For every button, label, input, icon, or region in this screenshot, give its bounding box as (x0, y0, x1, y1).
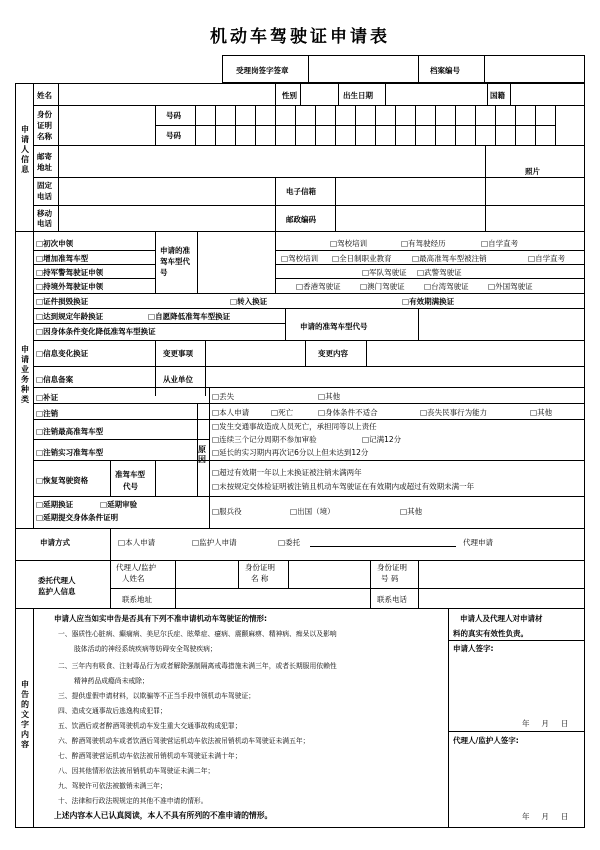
restore-type-label-1: 准驾车型 (115, 470, 145, 479)
opt-r0-2[interactable]: □自学直考 (481, 239, 519, 248)
responsibility-text-2: 料的真实有效性负责。 (453, 629, 528, 638)
method-guardian[interactable]: □监护人申请 (192, 538, 237, 547)
opt-record[interactable]: □信息备案 (36, 375, 74, 384)
birth-label: 出生日期 (343, 91, 373, 100)
mail-addr-label-2: 地址 (37, 163, 52, 172)
reason-r1-0[interactable]: □本人申请 (212, 408, 250, 417)
declare-item: 四、造成交通事故后逃逸构成犯罪； (58, 707, 167, 715)
opt-delay-renew[interactable]: □延期换证 (36, 500, 74, 509)
reason-r7-2[interactable]: □其他 (400, 507, 423, 516)
agent-signature-label: 代理人/监护人签字: (453, 736, 519, 745)
declare-item: 二、三年内有吸食、注射毒品行为或者解除强制隔离戒毒措施未满三年，或者长期服用依赖性 (58, 662, 337, 670)
agent-id-label-1: 身份证明 (245, 563, 275, 572)
opt-info-change[interactable]: □信息变化换证 (36, 349, 89, 358)
business-section-label: 申请业务种类 (21, 345, 29, 404)
opt-r3-3[interactable]: □外国驾驶证 (488, 282, 533, 291)
reason-r3-1[interactable]: □记满12分 (362, 435, 402, 444)
agent-sign-date: 年 月 日 (522, 812, 569, 821)
opt-r0-0[interactable]: □驾校培训 (330, 239, 368, 248)
opt-r2-1[interactable]: □武警驾驶证 (417, 268, 462, 277)
opt-foreign-license[interactable]: □持境外驾驶证申领 (36, 282, 104, 291)
opt-expired-renew[interactable]: □有效期满换证 (402, 297, 455, 306)
applicant-sign-date: 年 月 日 (522, 719, 569, 728)
opt-delay-exam[interactable]: □延期审验 (100, 500, 138, 509)
opt-transfer-renew[interactable]: □转入换证 (230, 297, 268, 306)
reason-r7-0[interactable]: □服兵役 (212, 507, 242, 516)
method-label: 申请方式 (40, 538, 70, 547)
opt-delay-body[interactable]: □延期提交身体条件证明 (36, 513, 119, 522)
reason-r1-2[interactable]: □身体条件不适合 (318, 408, 378, 417)
opt-cancel[interactable]: □注销 (36, 409, 59, 418)
reason-r4[interactable]: □延长的实习期内再次记6分以上但未达到12分 (212, 448, 369, 457)
opt-body-down[interactable]: □因身体条件变化降低准驾车型换证 (36, 327, 156, 336)
id-no-label-2: 号码 (166, 131, 181, 140)
mobile-label-1: 移动 (37, 209, 52, 218)
phone-label-1: 固定 (37, 181, 52, 190)
reason-r0-0[interactable]: □丢失 (212, 392, 235, 401)
declare-head: 申请人应当如实申告是否具有下列不准申请机动车驾驶证的情形: (54, 614, 267, 623)
responsibility-text-1: 申请人及代理人对申请材 (460, 614, 543, 623)
change-item-label: 变更事项 (163, 349, 193, 358)
opt-cancel-high[interactable]: □注销最高准驾车型 (36, 427, 104, 436)
agent-label-2: 监护人信息 (38, 587, 76, 596)
opt-r3-2[interactable]: □台湾驾驶证 (424, 282, 469, 291)
agent-addr-label: 联系地址 (122, 595, 152, 604)
opt-r1-3[interactable]: □自学直考 (528, 254, 566, 263)
restore-type-label-2: 代号 (123, 482, 138, 491)
opt-r3-1[interactable]: □澳门驾驶证 (360, 282, 405, 291)
opt-r1-0[interactable]: □驾校培训 (281, 254, 319, 263)
declare-section-label: 申告的文字内容 (21, 680, 29, 749)
agent-label-1: 委托代理人 (38, 576, 76, 585)
opt-r0-1[interactable]: □有驾驶经历 (401, 239, 446, 248)
opt-r2-0[interactable]: □军队驾驶证 (362, 268, 407, 277)
declare-item: 一、器质性心脏病、癫痫病、美尼尔氏症、眩晕症、癔病、震颤麻痹、精神病、痴呆以及影响 (58, 630, 337, 638)
agent-no-label-2: 号 码 (381, 574, 399, 583)
reason-r7-1[interactable]: □出国（境） (290, 507, 335, 516)
declare-item: 九、驾驶许可依法被撤销未满三年； (58, 782, 167, 790)
mail-addr-label-1: 邮寄 (37, 152, 52, 161)
reason-r1-1[interactable]: □死亡 (271, 408, 294, 417)
id-doc-label-1: 身份 (37, 110, 52, 119)
apply-type-label-2: 申请的准驾车型代号 (300, 322, 368, 331)
apply-type-label: 申请的准驾车型代号 (160, 246, 190, 277)
accept-sign-label: 受理岗签字签章 (236, 66, 289, 75)
opt-r1-2[interactable]: □最高准驾车型被注销 (412, 254, 487, 263)
id-number-cells[interactable] (195, 105, 555, 145)
opt-age-renew[interactable]: □达到规定年龄换证 (36, 312, 104, 321)
reason-r1-4[interactable]: □其他 (530, 408, 553, 417)
applicant-section-label: 申请人信息 (21, 125, 29, 174)
declare-item: 五、饮酒后或者醉酒驾驶机动车发生重大交通事故构成犯罪； (58, 722, 242, 730)
opt-self-down[interactable]: □自愿降低准驾车型换证 (148, 312, 231, 321)
id-no-label: 号码 (166, 111, 181, 120)
phone-label-2: 电话 (37, 192, 52, 201)
change-content-label: 变更内容 (318, 349, 348, 358)
form-title: 机动车驾驶证申请表 (210, 27, 390, 47)
agent-name-label-2: 人姓名 (122, 574, 145, 583)
name-label: 姓名 (37, 91, 52, 100)
opt-restore[interactable]: □恢复驾驶资格 (36, 476, 89, 485)
opt-military-license[interactable]: □持军警驾驶证申领 (36, 268, 104, 277)
declare-item: 十、法律和行政法规规定的其他不准申请的情形。 (58, 797, 208, 805)
gender-label: 性别 (282, 91, 297, 100)
opt-cancel-intern[interactable]: □注销实习准驾车型 (36, 448, 104, 457)
reason-r3-0[interactable]: □连续三个记分周期不参加审验 (212, 435, 317, 444)
reason-r2[interactable]: □发生交通事故造成人员死亡，承担同等以上责任 (212, 422, 377, 431)
agent-no-label-1: 身份证明 (377, 563, 407, 572)
reason-r5[interactable]: □超过有效期一年以上未换证被注销未满两年 (212, 468, 362, 477)
applicant-signature-label: 申请人签字: (453, 644, 494, 653)
agent-tel-label: 联系电话 (377, 595, 407, 604)
opt-add-type[interactable]: □增加准驾车型 (36, 254, 89, 263)
method-entrust[interactable]: □委托 (278, 538, 301, 547)
declare-item: 七、醉酒驾驶营运机动车依法被吊销机动车驾驶证未满十年； (58, 752, 242, 760)
reason-r0-1[interactable]: □其他 (318, 392, 341, 401)
opt-damaged-renew[interactable]: □证件损毁换证 (36, 297, 89, 306)
agent-name-label-1: 代理人/监护 (116, 563, 157, 572)
id-doc-label-2: 证明 (37, 121, 52, 130)
reason-r6[interactable]: □未按规定交体检证明被注销且机动车驾驶证在有效期内或超过有效期未满一年 (212, 482, 475, 491)
opt-reissue[interactable]: □补证 (36, 393, 59, 402)
declare-item: 八、因其他情形依法被吊销机动车驾驶证未满二年； (58, 767, 215, 775)
email-label: 电子信箱 (286, 187, 316, 196)
photo-label: 照片 (525, 167, 540, 176)
id-doc-label-3: 名称 (37, 132, 52, 141)
declare-item: 六、醉酒驾驶机动车或者饮酒后驾驶营运机动车依法被吊销机动车驾驶证未满五年； (58, 737, 310, 745)
agent-id-label-2: 名 称 (251, 574, 269, 583)
declare-footer: 上述内容本人已认真阅读，本人不具有所列的不准申请的情形。 (54, 811, 273, 820)
declare-item: 肢体活动的神经系统疾病等妨碍安全驾驶疾病； (74, 645, 217, 653)
employer-label: 从业单位 (163, 375, 193, 384)
declare-item: 三、提供虚假申请材料，以欺骗等不正当手段申领机动车驾驶证； (58, 692, 256, 700)
postcode-label: 邮政编码 (286, 215, 316, 224)
nationality-label: 国籍 (490, 91, 505, 100)
method-agent: 代理申请 (463, 538, 493, 547)
method-self[interactable]: □本人申请 (118, 538, 156, 547)
opt-r1-1[interactable]: □全日制职业教育 (332, 254, 392, 263)
file-no-label: 档案编号 (430, 66, 460, 75)
opt-first-apply[interactable]: □初次申领 (36, 239, 74, 248)
reason-r1-3[interactable]: □丧失民事行为能力 (420, 408, 488, 417)
opt-r3-0[interactable]: □香港驾驶证 (296, 282, 341, 291)
declare-item: 精神药品成瘾尚未戒除； (74, 677, 149, 685)
mobile-label-2: 电话 (37, 219, 52, 228)
reason-label: 原因 (198, 445, 206, 464)
